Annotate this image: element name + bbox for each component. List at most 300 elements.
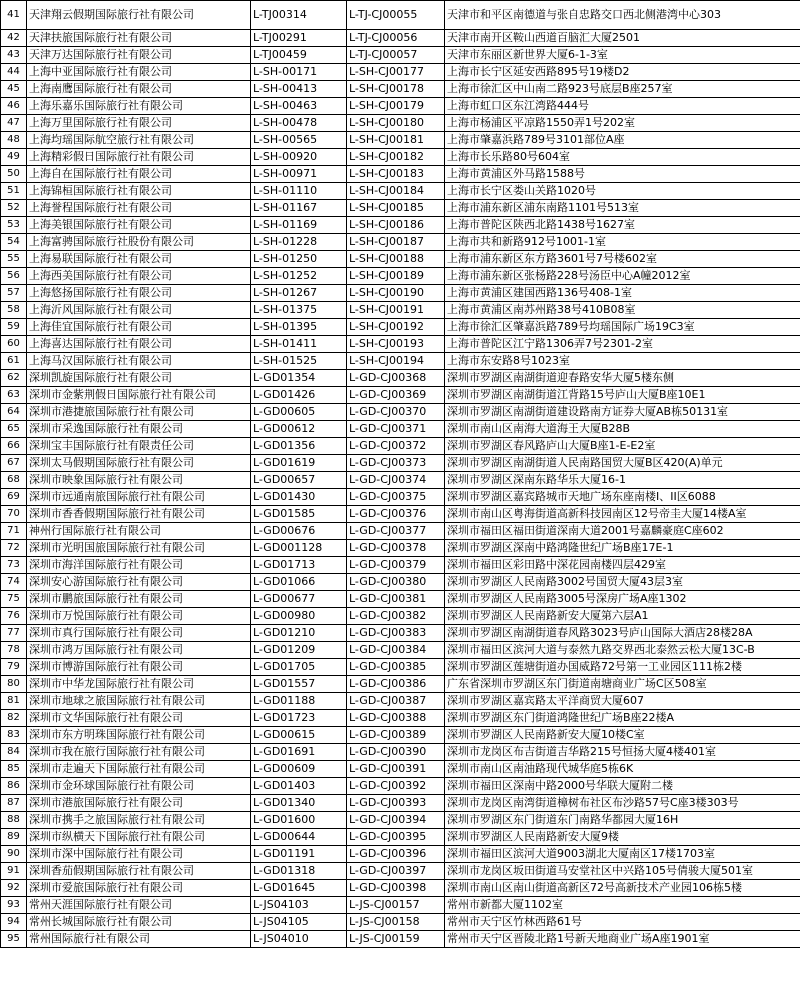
tour-leader-code: L-GD-CJ00388 xyxy=(347,710,445,727)
row-number: 58 xyxy=(1,302,27,319)
tour-leader-code: L-SH-CJ00183 xyxy=(347,166,445,183)
tour-leader-code: L-GD-CJ00376 xyxy=(347,506,445,523)
license-number: L-GD01188 xyxy=(251,693,347,710)
agency-name: 深圳市香香假期国际旅行社有限公司 xyxy=(27,506,251,523)
license-number: L-SH-01250 xyxy=(251,251,347,268)
agency-name: 常州长城国际旅行社有限公司 xyxy=(27,914,251,931)
tour-leader-code: L-GD-CJ00383 xyxy=(347,625,445,642)
license-number: L-GD01691 xyxy=(251,744,347,761)
table-row xyxy=(1,353,800,370)
agency-address: 深圳市南山区粤海街道高新科技园南区12号帝圭大厦14楼A室 xyxy=(445,506,800,523)
table-row xyxy=(1,727,800,744)
agency-address: 深圳市罗湖区人民南路3005号深房广场A座1302 xyxy=(445,591,800,608)
row-number: 82 xyxy=(1,710,27,727)
agency-name: 常州国际旅行社有限公司 xyxy=(27,931,251,948)
row-number: 88 xyxy=(1,812,27,829)
agency-address: 深圳市罗湖区莲塘街道办国威路72号第一工业园区111栋2楼 xyxy=(445,659,800,676)
agency-name: 上海马汉国际旅行社有限公司 xyxy=(27,353,251,370)
row-number: 54 xyxy=(1,234,27,251)
row-number: 51 xyxy=(1,183,27,200)
row-number: 74 xyxy=(1,574,27,591)
license-number: L-SH-00971 xyxy=(251,166,347,183)
agency-address: 深圳市龙岗区南湾街道樟树布社区布沙路57号C座3楼303号 xyxy=(445,795,800,812)
license-number: L-GD01209 xyxy=(251,642,347,659)
license-number: L-GD01600 xyxy=(251,812,347,829)
agency-name: 神州行国际旅行社有限公司 xyxy=(27,523,251,540)
agency-name: 上海誉程国际旅行社有限公司 xyxy=(27,200,251,217)
table-row xyxy=(1,931,800,948)
license-number: L-SH-01375 xyxy=(251,302,347,319)
agency-name: 深圳市金环球国际旅行社有限公司 xyxy=(27,778,251,795)
table-row xyxy=(1,557,800,574)
table-row xyxy=(1,761,800,778)
row-number: 91 xyxy=(1,863,27,880)
agency-name: 上海万里国际旅行社有限公司 xyxy=(27,115,251,132)
agency-address: 深圳市罗湖区东门街道东门南路华都园大厦16H xyxy=(445,812,800,829)
table-row xyxy=(1,863,800,880)
row-number: 53 xyxy=(1,217,27,234)
table-row xyxy=(1,710,800,727)
row-number: 48 xyxy=(1,132,27,149)
table-row xyxy=(1,30,800,47)
row-number: 92 xyxy=(1,880,27,897)
agency-name: 深圳市携手之旅国际旅行社有限公司 xyxy=(27,812,251,829)
agency-name: 深圳市港捷旅国际旅行社有限公司 xyxy=(27,404,251,421)
tour-leader-code: L-SH-CJ00194 xyxy=(347,353,445,370)
row-number: 90 xyxy=(1,846,27,863)
row-number: 95 xyxy=(1,931,27,948)
agency-address: 深圳市罗湖区南湖街道人民南路国贸大厦B区420(A)单元 xyxy=(445,455,800,472)
row-number: 84 xyxy=(1,744,27,761)
table-row xyxy=(1,336,800,353)
tour-leader-code: L-SH-CJ00187 xyxy=(347,234,445,251)
row-number: 64 xyxy=(1,404,27,421)
tour-leader-code: L-SH-CJ00182 xyxy=(347,149,445,166)
tour-leader-code: L-GD-CJ00375 xyxy=(347,489,445,506)
table-row xyxy=(1,234,800,251)
tour-leader-code: L-SH-CJ00180 xyxy=(347,115,445,132)
tour-leader-code: L-JS-CJ00157 xyxy=(347,897,445,914)
row-number: 94 xyxy=(1,914,27,931)
row-number: 79 xyxy=(1,659,27,676)
table-row xyxy=(1,438,800,455)
table-row xyxy=(1,421,800,438)
license-number: L-SH-01110 xyxy=(251,183,347,200)
license-number: L-GD00657 xyxy=(251,472,347,489)
table-row xyxy=(1,166,800,183)
license-number: L-GD00644 xyxy=(251,829,347,846)
tour-leader-code: L-SH-CJ00188 xyxy=(347,251,445,268)
tour-leader-code: L-SH-CJ00192 xyxy=(347,319,445,336)
agency-address: 上海市浦东新区张杨路228号汤臣中心A幢2012室 xyxy=(445,268,800,285)
agency-address: 深圳市龙岗区坂田街道马安堂社区中兴路105号倩骏大厦501室 xyxy=(445,863,800,880)
table-row xyxy=(1,251,800,268)
table-row xyxy=(1,523,800,540)
table-row xyxy=(1,880,800,897)
row-number: 46 xyxy=(1,98,27,115)
agency-name: 深圳安心游国际旅行社有限公司 xyxy=(27,574,251,591)
tour-leader-code: L-GD-CJ00377 xyxy=(347,523,445,540)
tour-leader-code: L-TJ-CJ00057 xyxy=(347,47,445,64)
agency-name: 深圳市爱旅国际旅行社有限公司 xyxy=(27,880,251,897)
table-row xyxy=(1,914,800,931)
agency-name: 深圳市中华龙国际旅行社有限公司 xyxy=(27,676,251,693)
row-number: 50 xyxy=(1,166,27,183)
tour-leader-code: L-SH-CJ00185 xyxy=(347,200,445,217)
tour-leader-code: L-SH-CJ00179 xyxy=(347,98,445,115)
agency-name: 深圳市真行国际旅行社有限公司 xyxy=(27,625,251,642)
row-number: 72 xyxy=(1,540,27,557)
table-row xyxy=(1,455,800,472)
row-number: 65 xyxy=(1,421,27,438)
table-row xyxy=(1,897,800,914)
tour-leader-code: L-GD-CJ00378 xyxy=(347,540,445,557)
license-number: L-GD001128 xyxy=(251,540,347,557)
agency-name: 深圳市采逸国际旅行社有限公司 xyxy=(27,421,251,438)
agency-name: 上海佳宜国际旅行社有限公司 xyxy=(27,319,251,336)
license-number: L-GD01557 xyxy=(251,676,347,693)
tour-leader-code: L-GD-CJ00374 xyxy=(347,472,445,489)
agency-address: 上海市浦东新区东方路3601号7号楼602室 xyxy=(445,251,800,268)
agency-address: 深圳市罗湖区人民南路新安大厦9楼 xyxy=(445,829,800,846)
agency-address: 上海市徐汇区肇嘉浜路789号均瑶国际广场19C3室 xyxy=(445,319,800,336)
agency-address: 深圳市罗湖区嘉宾路太平洋商贸大厦607 xyxy=(445,693,800,710)
row-number: 69 xyxy=(1,489,27,506)
agency-name: 上海中亚国际旅行社有限公司 xyxy=(27,64,251,81)
row-number: 49 xyxy=(1,149,27,166)
license-number: L-SH-01395 xyxy=(251,319,347,336)
tour-leader-code: L-SH-CJ00178 xyxy=(347,81,445,98)
agency-name: 深圳太马假期国际旅行社有限公司 xyxy=(27,455,251,472)
tour-leader-code: L-GD-CJ00379 xyxy=(347,557,445,574)
table-row xyxy=(1,64,800,81)
agency-address: 深圳市罗湖区南湖街道江背路15号庐山大厦B座10E1 xyxy=(445,387,800,404)
tour-leader-code: L-GD-CJ00368 xyxy=(347,370,445,387)
agency-name: 深圳宝丰国际旅行社有限责任公司 xyxy=(27,438,251,455)
row-number: 44 xyxy=(1,64,27,81)
row-number: 85 xyxy=(1,761,27,778)
license-number: L-GD01354 xyxy=(251,370,347,387)
agency-name: 上海喜达国际旅行社有限公司 xyxy=(27,336,251,353)
agency-address: 常州市新都大厦1102室 xyxy=(445,897,800,914)
license-number: L-GD01066 xyxy=(251,574,347,591)
agency-address: 上海市东安路8号1023室 xyxy=(445,353,800,370)
license-number: L-GD01430 xyxy=(251,489,347,506)
license-number: L-TJ00459 xyxy=(251,47,347,64)
agency-name: 深圳市东方明珠国际旅行社有限公司 xyxy=(27,727,251,744)
table-row xyxy=(1,98,800,115)
license-number: L-SH-00171 xyxy=(251,64,347,81)
agency-name: 上海自在国际旅行社有限公司 xyxy=(27,166,251,183)
row-number: 62 xyxy=(1,370,27,387)
agency-address: 深圳市福田区彩田路中深花园南楼四层429室 xyxy=(445,557,800,574)
license-number: L-SH-00565 xyxy=(251,132,347,149)
row-number: 78 xyxy=(1,642,27,659)
agency-name: 深圳市地球之旅国际旅行社有限公司 xyxy=(27,693,251,710)
agency-name: 深圳市鸿万国际旅行社有限公司 xyxy=(27,642,251,659)
table-row xyxy=(1,149,800,166)
row-number: 83 xyxy=(1,727,27,744)
agency-name: 上海富骋国际旅行社股份有限公司 xyxy=(27,234,251,251)
agency-name: 深圳香茄假期国际旅行社有限公司 xyxy=(27,863,251,880)
agency-address: 上海市浦东新区浦东南路1101号513室 xyxy=(445,200,800,217)
agency-name: 深圳市远通南旅国际旅行社有限公司 xyxy=(27,489,251,506)
agency-address: 深圳市罗湖区春风路庐山大厦B座1-E-E2室 xyxy=(445,438,800,455)
agency-address: 深圳市南山区南油路现代城华庭5栋6K xyxy=(445,761,800,778)
agency-address: 深圳市罗湖区人民南路新安大厦10楼C室 xyxy=(445,727,800,744)
agency-name: 深圳市海洋国际旅行社有限公司 xyxy=(27,557,251,574)
tour-leader-code: L-SH-CJ00189 xyxy=(347,268,445,285)
license-number: L-SH-01252 xyxy=(251,268,347,285)
agency-address: 天津市南开区鞍山西道百脑汇大厦2501 xyxy=(445,30,800,47)
tour-leader-code: L-GD-CJ00396 xyxy=(347,846,445,863)
agency-name: 上海美银国际旅行社有限公司 xyxy=(27,217,251,234)
table-row xyxy=(1,591,800,608)
agency-name: 深圳市走遍天下国际旅行社有限公司 xyxy=(27,761,251,778)
row-number: 80 xyxy=(1,676,27,693)
table-row xyxy=(1,387,800,404)
tour-leader-code: L-JS-CJ00158 xyxy=(347,914,445,931)
table-row xyxy=(1,370,800,387)
agency-address: 深圳市罗湖区深南东路华乐大厦16-1 xyxy=(445,472,800,489)
table-row xyxy=(1,642,800,659)
agency-name: 深圳市港旅国际旅行社有限公司 xyxy=(27,795,251,812)
table-row xyxy=(1,268,800,285)
license-number: L-GD01645 xyxy=(251,880,347,897)
tour-leader-code: L-SH-CJ00177 xyxy=(347,64,445,81)
table-row xyxy=(1,846,800,863)
agency-address: 上海市黄浦区南苏州路38号410B08室 xyxy=(445,302,800,319)
agency-name: 深圳市纵横天下国际旅行社有限公司 xyxy=(27,829,251,846)
table-row xyxy=(1,81,800,98)
agency-address: 上海市黄浦区外马路1588号 xyxy=(445,166,800,183)
tour-leader-code: L-SH-CJ00181 xyxy=(347,132,445,149)
tour-leader-code: L-GD-CJ00395 xyxy=(347,829,445,846)
agency-name: 深圳市我在旅行国际旅行社有限公司 xyxy=(27,744,251,761)
agency-address: 上海市共和新路912号1001-1室 xyxy=(445,234,800,251)
agency-name: 深圳凯旋国际旅行社有限公司 xyxy=(27,370,251,387)
tour-leader-code: L-GD-CJ00398 xyxy=(347,880,445,897)
row-number: 47 xyxy=(1,115,27,132)
agency-name: 深圳市映象国际旅行社有限公司 xyxy=(27,472,251,489)
agency-name: 上海易联国际旅行社有限公司 xyxy=(27,251,251,268)
row-number: 86 xyxy=(1,778,27,795)
agency-name: 上海精彩假日国际旅行社有限公司 xyxy=(27,149,251,166)
table-row xyxy=(1,574,800,591)
license-number: L-SH-00478 xyxy=(251,115,347,132)
tour-leader-code: L-GD-CJ00385 xyxy=(347,659,445,676)
agency-address: 上海市长乐路80号604室 xyxy=(445,149,800,166)
tour-leader-code: L-GD-CJ00372 xyxy=(347,438,445,455)
tour-leader-code: L-GD-CJ00381 xyxy=(347,591,445,608)
license-number: L-SH-00463 xyxy=(251,98,347,115)
tour-leader-code: L-GD-CJ00384 xyxy=(347,642,445,659)
license-number: L-SH-01267 xyxy=(251,285,347,302)
row-number: 45 xyxy=(1,81,27,98)
agency-address: 上海市普陀区江宁路1306弄7号2301-2室 xyxy=(445,336,800,353)
license-number: L-GD01713 xyxy=(251,557,347,574)
agency-name: 深圳市金紫荆假日国际旅行社有限公司 xyxy=(27,387,251,404)
agency-address: 上海市普陀区陕西北路1438号1627室 xyxy=(445,217,800,234)
agency-name: 天津万达国际旅行社有限公司 xyxy=(27,47,251,64)
agency-address: 上海市长宁区娄山关路1020号 xyxy=(445,183,800,200)
license-number: L-GD01340 xyxy=(251,795,347,812)
license-number: L-JS04103 xyxy=(251,897,347,914)
row-number: 57 xyxy=(1,285,27,302)
agency-name: 上海锦桓国际旅行社有限公司 xyxy=(27,183,251,200)
agency-address: 深圳市罗湖区人民南路3002号国贸大厦43层3室 xyxy=(445,574,800,591)
license-number: L-GD01426 xyxy=(251,387,347,404)
tour-leader-code: L-GD-CJ00386 xyxy=(347,676,445,693)
agency-address: 常州市天宁区晋陵北路1号新天地商业广场A座1901室 xyxy=(445,931,800,948)
table-row xyxy=(1,132,800,149)
license-number: L-SH-00920 xyxy=(251,149,347,166)
license-number: L-JS04010 xyxy=(251,931,347,948)
table-row xyxy=(1,506,800,523)
table-row xyxy=(1,540,800,557)
table-row xyxy=(1,744,800,761)
agency-name: 上海乐嘉乐国际旅行社有限公司 xyxy=(27,98,251,115)
tour-leader-code: L-GD-CJ00393 xyxy=(347,795,445,812)
tour-leader-code: L-JS-CJ00159 xyxy=(347,931,445,948)
row-number: 70 xyxy=(1,506,27,523)
tour-leader-code: L-GD-CJ00389 xyxy=(347,727,445,744)
license-number: L-TJ00314 xyxy=(251,1,347,30)
agency-address: 深圳市福田区福田街道深南大道2001号嘉麟豪庭C座602 xyxy=(445,523,800,540)
row-number: 87 xyxy=(1,795,27,812)
agency-name: 上海西美国际旅行社有限公司 xyxy=(27,268,251,285)
table-row xyxy=(1,302,800,319)
row-number: 68 xyxy=(1,472,27,489)
tour-leader-code: L-GD-CJ00370 xyxy=(347,404,445,421)
row-number: 42 xyxy=(1,30,27,47)
license-number: L-GD01585 xyxy=(251,506,347,523)
agency-address: 深圳市南山区南山街道高新区72号高新技术产业园106栋5楼 xyxy=(445,880,800,897)
table-row xyxy=(1,285,800,302)
license-number: L-GD00677 xyxy=(251,591,347,608)
row-number: 43 xyxy=(1,47,27,64)
agency-name: 天津扶旅国际旅行社有限公司 xyxy=(27,30,251,47)
row-number: 89 xyxy=(1,829,27,846)
tour-leader-code: L-GD-CJ00380 xyxy=(347,574,445,591)
license-number: L-GD01191 xyxy=(251,846,347,863)
row-number: 71 xyxy=(1,523,27,540)
agency-address: 上海市杨浦区平凉路1550弄1号202室 xyxy=(445,115,800,132)
agency-address: 深圳市罗湖区嘉宾路城市天地广场东座南楼I、II区6088 xyxy=(445,489,800,506)
table-row xyxy=(1,812,800,829)
license-number: L-SH-00413 xyxy=(251,81,347,98)
table-row xyxy=(1,659,800,676)
row-number: 55 xyxy=(1,251,27,268)
agency-name: 上海南鹰国际旅行社有限公司 xyxy=(27,81,251,98)
row-number: 52 xyxy=(1,200,27,217)
agency-address: 深圳市福田区滨河大道9003湖北大厦南区17楼1703室 xyxy=(445,846,800,863)
agency-address: 深圳市罗湖区东门街道鸿隆世纪广场B座22楼A xyxy=(445,710,800,727)
agency-address: 深圳市龙岗区布吉街道吉华路215号恒扬大厦4楼401室 xyxy=(445,744,800,761)
row-number: 77 xyxy=(1,625,27,642)
agency-name: 深圳市光明国旅国际旅行社有限公司 xyxy=(27,540,251,557)
agency-address: 广东省深圳市罗湖区东门街道南塘商业广场C区508室 xyxy=(445,676,800,693)
license-number: L-SH-01167 xyxy=(251,200,347,217)
tour-leader-code: L-GD-CJ00373 xyxy=(347,455,445,472)
tour-leader-code: L-SH-CJ00184 xyxy=(347,183,445,200)
table-row xyxy=(1,47,800,64)
tour-leader-code: L-TJ-CJ00055 xyxy=(347,1,445,30)
agency-address: 深圳市福田区深南中路2000号华联大厦附二楼 xyxy=(445,778,800,795)
table-row xyxy=(1,217,800,234)
agency-name: 上海均瑶国际航空旅行社有限公司 xyxy=(27,132,251,149)
license-number: L-GD00605 xyxy=(251,404,347,421)
row-number: 41 xyxy=(1,1,27,30)
license-number: L-GD01318 xyxy=(251,863,347,880)
tour-leader-code: L-SH-CJ00186 xyxy=(347,217,445,234)
agency-address: 深圳市罗湖区人民南路新安大厦第六层A1 xyxy=(445,608,800,625)
agency-address: 常州市天宁区竹林西路61号 xyxy=(445,914,800,931)
license-number: L-GD00612 xyxy=(251,421,347,438)
agency-address: 上海市肇嘉浜路789号3101部位A座 xyxy=(445,132,800,149)
table-row xyxy=(1,115,800,132)
agency-address: 深圳市罗湖区南湖街道建设路南方证券大厦AB栋50131室 xyxy=(445,404,800,421)
row-number: 67 xyxy=(1,455,27,472)
table-row xyxy=(1,489,800,506)
table-row xyxy=(1,183,800,200)
agency-name: 上海悠扬国际旅行社有限公司 xyxy=(27,285,251,302)
license-number: L-TJ00291 xyxy=(251,30,347,47)
agency-address: 天津市东丽区新世界大厦6-1-3室 xyxy=(445,47,800,64)
table-row xyxy=(1,676,800,693)
row-number: 93 xyxy=(1,897,27,914)
table-row xyxy=(1,693,800,710)
license-number: L-GD00676 xyxy=(251,523,347,540)
registry-body xyxy=(1,1,800,948)
row-number: 59 xyxy=(1,319,27,336)
agency-address: 上海市徐汇区中山南二路923号底层B座257室 xyxy=(445,81,800,98)
license-number: L-JS04105 xyxy=(251,914,347,931)
agency-name: 深圳市文华国际旅行社有限公司 xyxy=(27,710,251,727)
table-row xyxy=(1,1,800,30)
row-number: 73 xyxy=(1,557,27,574)
row-number: 61 xyxy=(1,353,27,370)
tour-leader-code: L-TJ-CJ00056 xyxy=(347,30,445,47)
agency-address: 上海市黄浦区建国西路136号408-1室 xyxy=(445,285,800,302)
agency-name: 深圳市万悦国际旅行社有限公司 xyxy=(27,608,251,625)
license-number: L-SH-01525 xyxy=(251,353,347,370)
tour-leader-code: L-GD-CJ00369 xyxy=(347,387,445,404)
agency-name: 上海沂风国际旅行社有限公司 xyxy=(27,302,251,319)
table-row xyxy=(1,795,800,812)
table-row xyxy=(1,625,800,642)
license-number: L-GD00609 xyxy=(251,761,347,778)
license-number: L-GD01723 xyxy=(251,710,347,727)
license-number: L-GD01403 xyxy=(251,778,347,795)
tour-leader-code: L-GD-CJ00394 xyxy=(347,812,445,829)
row-number: 60 xyxy=(1,336,27,353)
agency-address: 上海市虹口区东江湾路444号 xyxy=(445,98,800,115)
table-row xyxy=(1,404,800,421)
tour-leader-code: L-SH-CJ00190 xyxy=(347,285,445,302)
agency-address: 深圳市罗湖区深南中路鸿隆世纪广场B座17E-1 xyxy=(445,540,800,557)
row-number: 56 xyxy=(1,268,27,285)
tour-leader-code: L-GD-CJ00397 xyxy=(347,863,445,880)
tour-leader-code: L-SH-CJ00191 xyxy=(347,302,445,319)
agency-name: 深圳市博游国际旅行社有限公司 xyxy=(27,659,251,676)
row-number: 63 xyxy=(1,387,27,404)
table-row xyxy=(1,778,800,795)
license-number: L-GD00615 xyxy=(251,727,347,744)
table-row xyxy=(1,200,800,217)
license-number: L-GD01705 xyxy=(251,659,347,676)
agency-address: 深圳市福田区滨河大道与泰然九路交界西北泰然云松大厦13C-B xyxy=(445,642,800,659)
